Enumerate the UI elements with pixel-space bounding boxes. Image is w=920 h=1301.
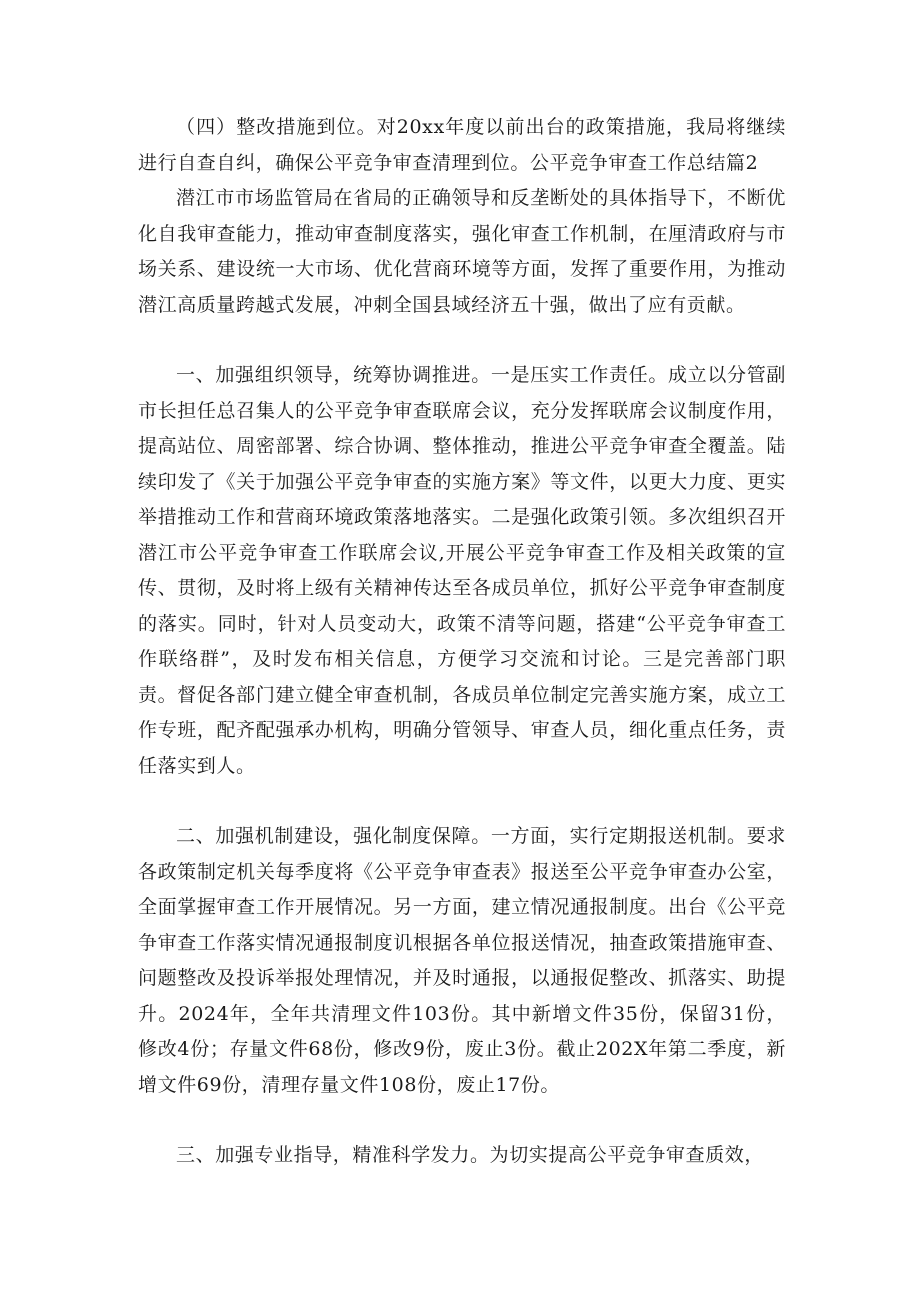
paragraph-gap: [138, 784, 786, 819]
paragraph-gap: [138, 1103, 786, 1138]
paragraph-rectification: （四）整改措施到位。对20xx年度以前出台的政策措施，我局将继续进行自查自纠，确保公平竞争审查清理到位。公平竞争审查工作总结篇2: [138, 116, 786, 174]
document-body: [138, 110, 786, 1174]
paragraph-section-3: 三、加强专业指导，精准科学发力。为切实提高公平竞争审查质效，: [176, 1144, 765, 1166]
paragraph-intro: 潜江市市场监管局在省局的正确领导和反垄断处的具体指导下，不断优化自我审查能力，推动审查制度落实，强化审查工作机制，在厘清政府与市场关系、建设统一大市场、优化营商环境等方面，发挥了重要作用，为推动潜江高质量跨越式发展，冲刺全国县域经济五十强，做出了应有贡献。: [138, 187, 786, 316]
paragraph-gap: [138, 323, 786, 358]
paragraph-section-2: 二、加强机制建设，强化制度保障。一方面，实行定期报送机制。要求各政策制定机关每季度将《公平竞争审查表》报送至公平竞争审查办公室，全面掌握审查工作开展情况。另一方面，建立情况通报制度。出台《公平竞争审查工作落实情况通报制度讥根据各单位报送情况，抽查政策措施审查、问题整改及投诉举报处理情况，并及时通报，以通报促整改、抓落实、助提升。2024年，全年共清理文件103份。其中新增文件35份，保留31份，修改4份；存量文件68份，修改9份，废止3份。截止202X年第二季度，新增文件69份，清理存量文件108份，废止17份。: [138, 825, 786, 1096]
paragraph-section-1: 一、加强组织领导，统筹协调推进。一是压实工作责任。成立以分管副市长担任总召集人的公平竞争审查联席会议，充分发挥联席会议制度作用，提高站位、周密部署、综合协调、整体推动，推进公平竞争审查全覆盖。陆续印发了《关于加强公平竞争审查的实施方案》等文件，以更大力度、更实举措推动工作和营商环境政策落地落实。二是强化政策引领。多次组织召开潜江市公平竞争审查工作联席会议,开展公平竞争审查工作及相关政策的宣传、贯彻，及时将上级有关精神传达至各成员单位，抓好公平竞争审查制度的落实。同时，针对人员变动大，政策不清等问题，搭建“公平竞争审查工作联络群”，及时发布相关信息，方便学习交流和讨论。三是完善部门职责。督促各部门建立健全审查机制，各成员单位制定完善实施方案，成立工作专班，配齐配强承办机构，明确分管领导、审查人员，细化重点任务，责任落实到人。: [138, 364, 786, 777]
